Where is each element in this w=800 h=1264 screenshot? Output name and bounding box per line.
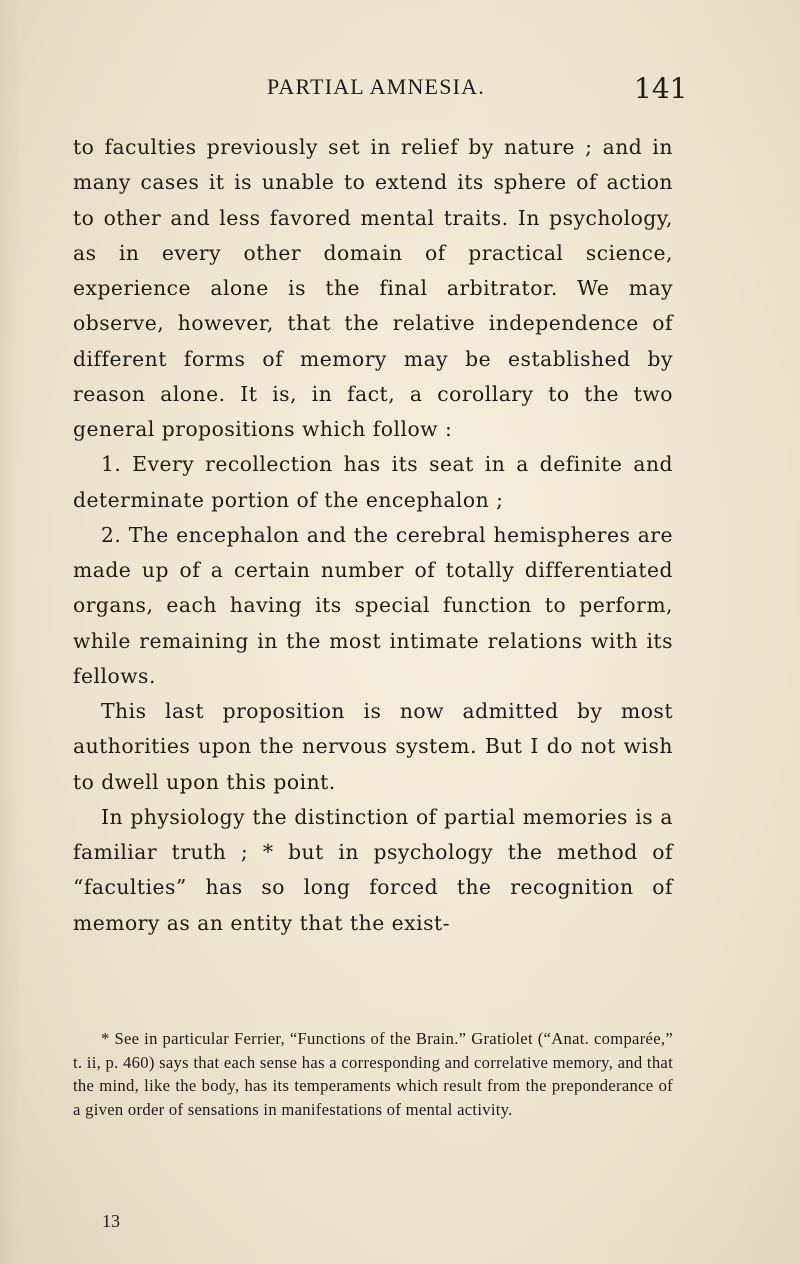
paragraph-2: 1. Every recollection has its seat in a definite and determinate portion of the encephalon ; bbox=[73, 452, 673, 512]
page-header bbox=[0, 68, 800, 108]
paragraph-3: 2. The encephalon and the cerebral hemispheres are made up of a certain number of totally differentiated organs, each having its special function to perform, while remaining in the most intimate relations with its fellows. bbox=[73, 522, 673, 688]
paragraph-1: to faculties previously set in relief by nature ; and in many cases it is unable to extend its sphere of action to other and less favored mental traits. In psychology, as in every other domain of practical science, experience alone is the final arbitrator. We may observe, however, that the relative independence of different forms of memory may be established by reason alone. It is, in fact, a corollary to the two general propositions which follow : bbox=[73, 135, 673, 441]
footnote bbox=[73, 1027, 673, 1121]
page-number: 141 bbox=[634, 72, 688, 105]
paragraph-4: This last proposition is now admitted by most authorities upon the nervous system. But I do not wish to dwell upon this point. bbox=[73, 699, 673, 794]
running-title: PARTIAL AMNESIA. bbox=[267, 74, 485, 99]
body-text bbox=[73, 130, 673, 941]
signature-mark: 13 bbox=[102, 1211, 120, 1231]
paragraph-5: In physiology the distinction of partial memories is a familiar truth ; * but in psychology the method of “faculties” has so long forced the recognition of memory as an entity that the exist- bbox=[73, 804, 673, 935]
footnote-text: * See in particular Ferrier, “Functions of the Brain.” Gratiolet (“Anat. comparée,” t. ii, p. 460) says that each sense has a corresponding and correlative memory, and that the mind, like the body, has its temperaments which result from the preponderance of a given order of sensations in manifestations of mental activity. bbox=[73, 1029, 673, 1119]
